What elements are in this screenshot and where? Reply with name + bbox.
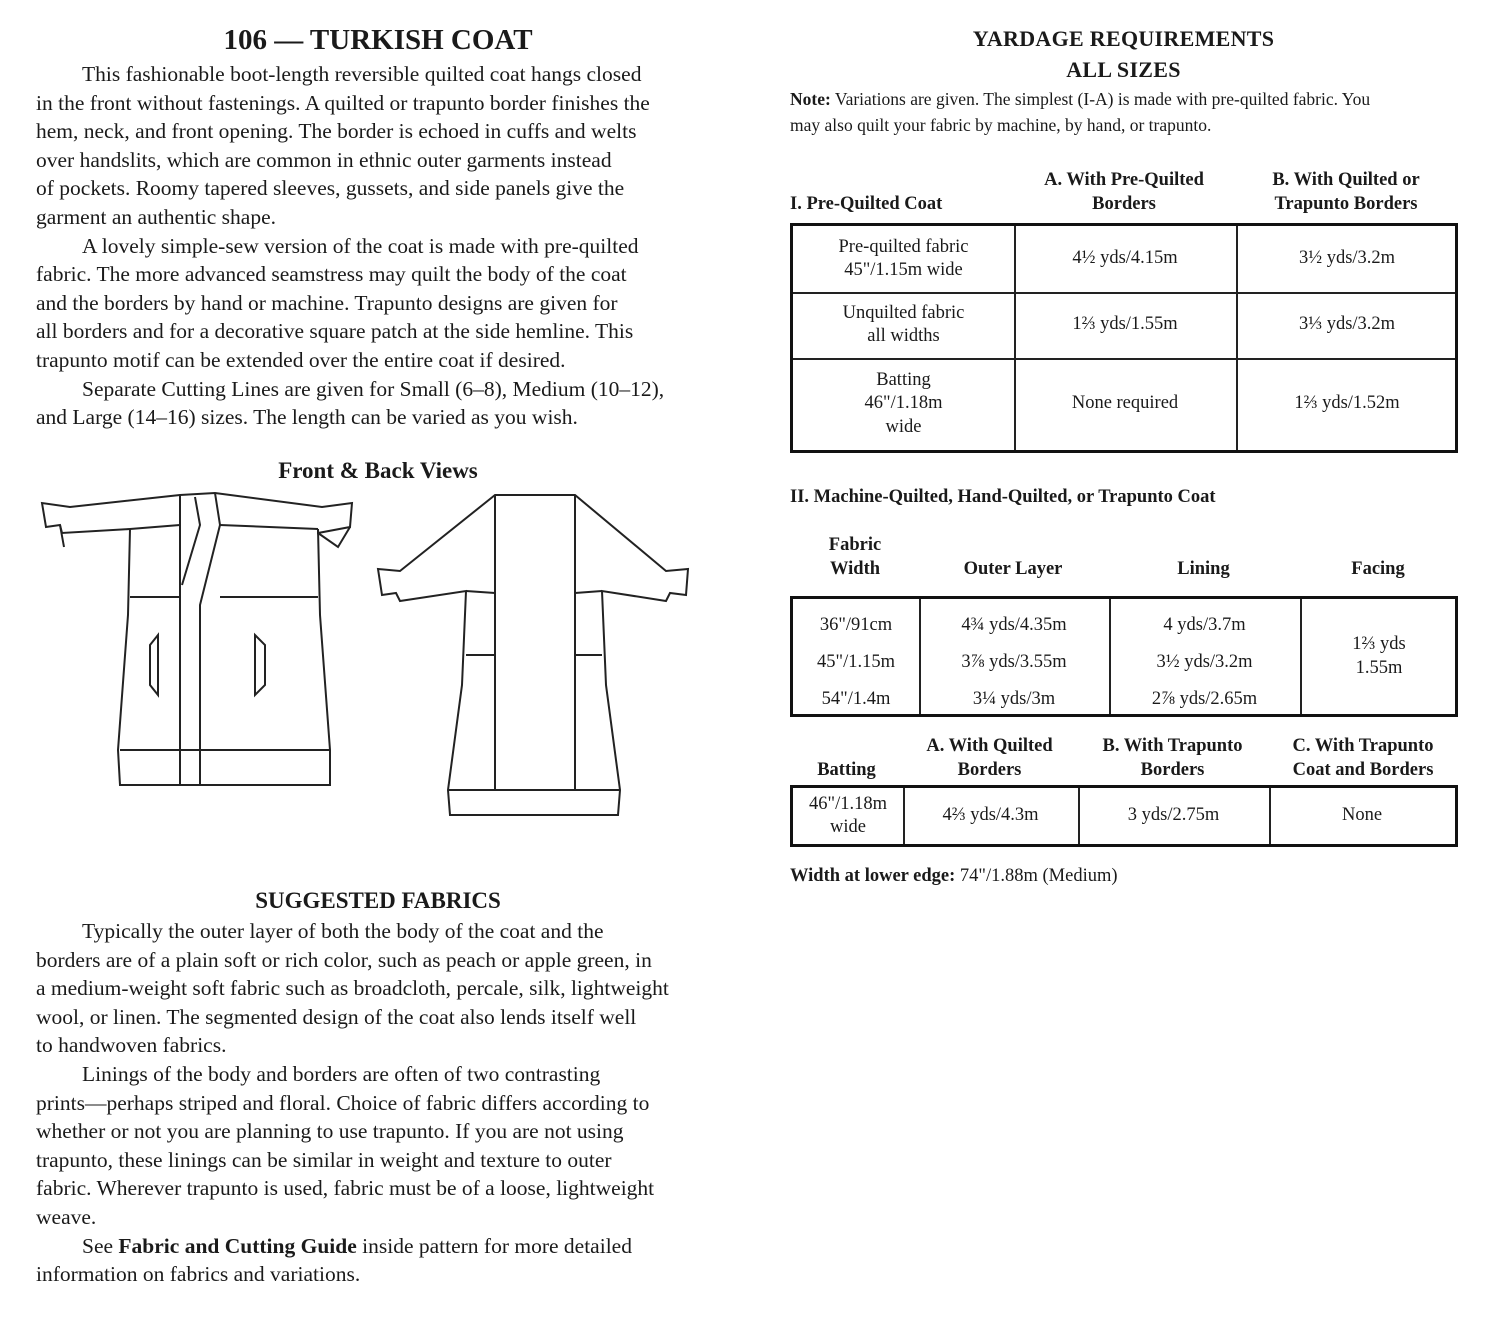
suggested-fabrics-heading: SUGGESTED FABRICS [255, 888, 501, 913]
machine-quilted-table [790, 596, 1458, 717]
table-cell: Unquilted fabric all widths [842, 302, 965, 346]
table1-heading: I. Pre-Quilted Coat [790, 194, 943, 214]
text-line: Typically the outer layer of both the body of the coat and the [82, 919, 604, 943]
text-line: and Large (14–16) sizes. The length can be varied as you wish. [36, 405, 578, 430]
text-line: fabric. Wherever trapunto is used, fabric must be of a loose, lightweight [36, 1176, 655, 1201]
table-cell: 4 yds/3.7m 3½ yds/3.2m 2⅞ yds/2.65m [1151, 615, 1258, 709]
table-cell: Batting 46"/1.18m wide [864, 369, 943, 437]
text-line: information on fabrics and variations. [36, 1262, 361, 1287]
text-line: This fashionable boot-length reversible quilted coat hangs closed [82, 62, 642, 86]
table-cell: 4½ yds/4.15m [1072, 248, 1178, 269]
text-line: all borders and for a decorative square patch at the side hemline. This [36, 319, 634, 344]
table-cell: 1⅔ yds/1.55m [1072, 314, 1178, 335]
table2-header-outer: Outer Layer [963, 559, 1063, 579]
text-line: hem, neck, and front opening. The border is echoed in cuffs and welts [36, 119, 637, 144]
width-value: 74"/1.88m (Medium) [955, 866, 1118, 886]
note-text: Variations are given. The simplest (I-A) is made with pre-quilted fabric. You [830, 89, 1371, 109]
table2-header-facing: Facing [1351, 559, 1405, 579]
coat-illustrations [30, 485, 710, 830]
table3-header-c: C. With Trapunto Coat and Borders [1292, 736, 1434, 780]
width-label: Width at lower edge: [790, 866, 956, 886]
text-line: of pockets. Roomy tapered sleeves, gussets, and side panels give the [36, 176, 625, 201]
yardage-title: YARDAGE REQUIREMENTS [972, 26, 1275, 51]
table-cell: 1⅔ yds/1.52m [1294, 393, 1400, 414]
table-cell: 1⅔ yds 1.55m [1352, 634, 1406, 678]
table-cell: 46"/1.18m wide [809, 793, 887, 837]
table2-header-lining: Lining [1177, 559, 1230, 579]
text-line: weave. [36, 1204, 97, 1229]
table-cell: Pre-quilted fabric 45"/1.15m wide [838, 236, 969, 280]
table-cell: 3 yds/2.75m [1127, 805, 1220, 826]
table-cell: None [1341, 805, 1383, 826]
text-line: and the borders by hand or machine. Trapunto designs are given for [36, 290, 618, 315]
table-cell: 36"/91cm 45"/1.15m 54"/1.4m [817, 615, 895, 709]
fabrics-text [36, 917, 736, 1289]
table1-col-a-header: A. With Pre-Quilted Borders [1044, 170, 1204, 214]
table-cell: 3½ yds/3.2m [1298, 248, 1396, 269]
table3-header-batting: Batting [817, 760, 876, 780]
views-heading: Front & Back Views [278, 458, 478, 483]
text-line: prints—perhaps striped and floral. Choice of fabric differs according to [36, 1090, 650, 1115]
width-at-lower-edge [790, 866, 1118, 887]
table-cell: 3⅓ yds/3.2m [1298, 314, 1396, 335]
text: inside pattern for more detailed [356, 1233, 632, 1258]
page-title: 106 — TURKISH COAT [223, 24, 533, 56]
text-line: fabric. The more advanced seamstress may quilt the body of the coat [36, 262, 627, 287]
table-cell: 4⅔ yds/4.3m [942, 805, 1039, 826]
text-line: trapunto motif can be extended over the entire coat if desired. [36, 347, 566, 372]
text-line: garment an authentic shape. [36, 204, 276, 229]
text-line: Linings of the body and borders are often of two contrasting [82, 1061, 601, 1086]
note-text: may also quilt your fabric by machine, by hand, or trapunto. [790, 115, 1212, 135]
text-line: to handwoven fabrics. [36, 1033, 227, 1058]
text-line: whether or not you are planning to use trapunto. If you are not using [36, 1119, 624, 1144]
note-label: Note: [790, 89, 831, 109]
text-line: in the front without fastenings. A quilted or trapunto border finishes the [36, 90, 650, 115]
text-line: Separate Cutting Lines are given for Small (6–8), Medium (10–12), [82, 376, 665, 401]
table-cell: None required [1071, 393, 1179, 414]
back-view-drawing [378, 495, 688, 815]
text-line: trapunto, these linings can be similar in weight and texture to outer [36, 1147, 612, 1172]
note [790, 86, 1470, 138]
batting-table [790, 785, 1458, 847]
pre-quilted-table [790, 223, 1458, 453]
table3-header-a: A. With Quilted Borders [926, 736, 1053, 780]
text-line: wool, or linen. The segmented design of the coat also lends itself well [36, 1004, 637, 1029]
table1-col-b-header: B. With Quilted or Trapunto Borders [1272, 170, 1420, 214]
text-line: A lovely simple-sew version of the coat is made with pre-quilted [82, 233, 639, 258]
text-line: borders are of a plain soft or rich color, such as peach or apple green, in [36, 947, 652, 972]
table-cell: 4¾ yds/4.35m 3⅞ yds/3.55m 3¼ yds/3m [961, 615, 1067, 709]
all-sizes-subtitle: ALL SIZES [1066, 57, 1181, 82]
table2-header-width: Fabric Width [828, 535, 882, 579]
table3-header-b: B. With Trapunto Borders [1102, 736, 1243, 780]
text: See [82, 1233, 119, 1258]
text-line: over handslits, which are common in ethnic outer garments instead [36, 147, 612, 172]
guide-reference: Fabric and Cutting Guide [118, 1233, 357, 1258]
text-line: a medium-weight soft fabric such as broadcloth, percale, silk, lightweight [36, 976, 669, 1001]
section2-heading: II. Machine-Quilted, Hand-Quilted, or Trapunto Coat [790, 487, 1216, 507]
intro-text [36, 60, 736, 432]
see-guide-line [36, 1232, 736, 1261]
front-view-drawing [42, 493, 352, 785]
